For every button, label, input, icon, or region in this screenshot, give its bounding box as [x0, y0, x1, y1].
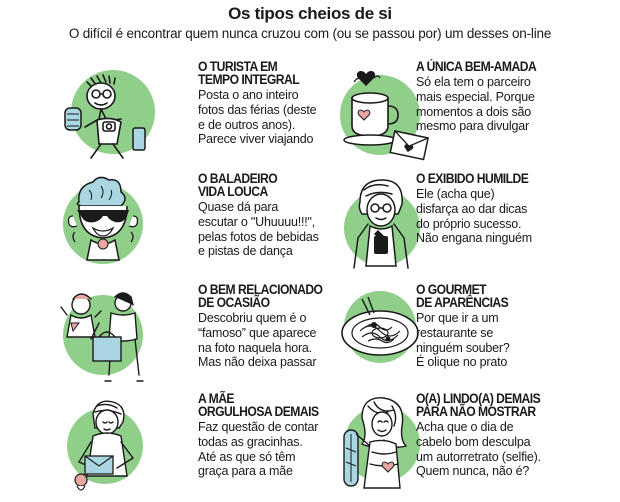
partygoer-icon	[55, 172, 195, 282]
type-description: Quase dá para escutar o "Uhuuuu!!!", pelas fotos de bebidas e pistas de dança	[198, 200, 319, 259]
type-card-partygoer	[55, 172, 355, 282]
type-description: Descobriu quem é o “famoso” que aparece na foto naquela hora. Mas não deixa passar	[198, 311, 317, 370]
tourist-icon	[55, 60, 195, 170]
type-title: O BALADEIRO VIDA LOUCA	[198, 171, 278, 199]
type-description: Ele (acha que) disfarça ao dar dicas do próprio sucesso. Não engana ninguém	[416, 187, 532, 246]
type-description: Só ela tem o parceiro mais especial. Porque momentos a dois são mesmo para divulgar	[416, 75, 535, 134]
type-description: Por que ir a um restaurante se ninguém souber? É olique no prato	[416, 311, 510, 370]
type-card-tourist	[55, 60, 355, 170]
proud-mother-icon	[55, 392, 195, 502]
type-card-beloved	[330, 60, 620, 170]
type-description: Posta o ano inteiro fotos das férias (deste e de outros anos). Parece viver viajando	[198, 88, 317, 147]
type-title: O(A) LINDO(A) DEMAIS PARA NÃO MOSTRAR	[416, 391, 541, 419]
type-card-humble-showoff	[330, 172, 620, 282]
socialite-icon	[55, 283, 195, 393]
type-title: O GOURMET DE APARÊNCIAS	[416, 282, 509, 310]
type-card-well-connected	[55, 283, 355, 393]
page-subtitle: O difícil é encontrar quem nunca cruzou com (ou se passou por) um desses on-line	[68, 26, 552, 41]
page-title: Os tipos cheios de si	[228, 4, 392, 23]
type-title: A MÃE ORGULHOSA DEMAIS	[198, 391, 319, 419]
type-description: Faz questão de contar todas as gracinhas. Até as que só têm graça para a mãe	[198, 420, 319, 479]
type-title: O TURISTA EM TEMPO INTEGRAL	[198, 59, 300, 87]
type-description: Acha que o dia de cabelo bom desculpa um autorretrato (selfie). Quem nunca, não é?	[416, 420, 541, 479]
type-title: O BEM RELACIONADO DE OCASIÃO	[198, 282, 323, 310]
type-card-selfie	[330, 392, 620, 502]
type-title: O EXIBIDO HUMILDE	[416, 171, 529, 186]
type-title: A ÚNICA BEM-AMADA	[416, 59, 537, 74]
type-card-proud-mother	[55, 392, 355, 502]
type-card-gourmet	[330, 283, 620, 393]
